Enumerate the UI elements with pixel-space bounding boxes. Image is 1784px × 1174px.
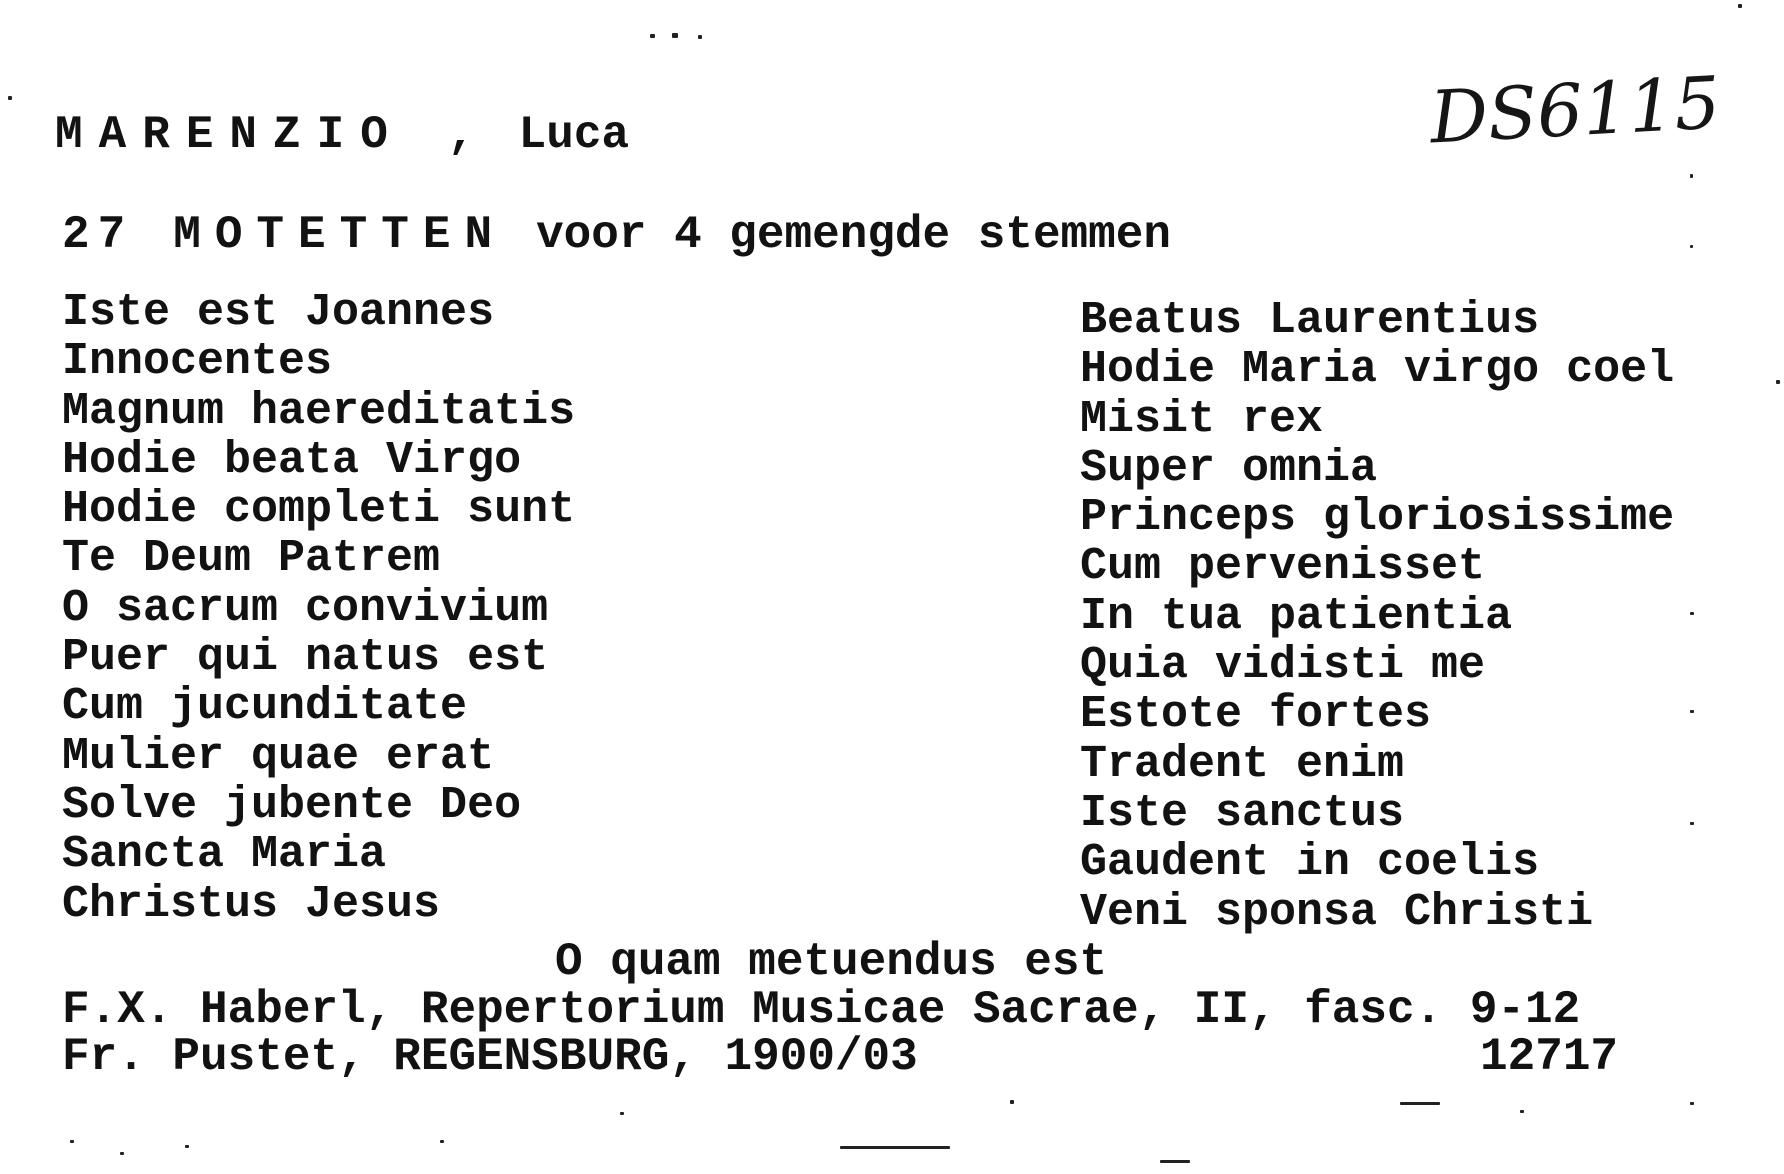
title-count: 27 xyxy=(62,209,134,261)
list-item: Solve jubente Deo xyxy=(62,779,522,831)
publisher-line: Fr. Pustet, REGENSBURG, 1900/03 xyxy=(62,1031,918,1083)
scan-speck xyxy=(1010,1100,1014,1104)
scan-speck xyxy=(650,34,655,38)
scan-speck xyxy=(1520,1110,1524,1113)
scan-speck xyxy=(120,1152,124,1155)
scan-speck xyxy=(185,1145,189,1148)
scan-speck xyxy=(840,1146,950,1149)
scan-speck xyxy=(1400,1102,1440,1105)
list-item: Sancta Maria xyxy=(62,829,387,881)
list-item: Veni sponsa Christi xyxy=(1080,886,1594,938)
composer-surname: MARENZIO , xyxy=(55,109,492,161)
scan-speck xyxy=(672,33,678,38)
plate-number: 12717 xyxy=(1480,1031,1619,1083)
list-item: Cum pervenisset xyxy=(1080,541,1486,593)
work-title xyxy=(62,210,1171,260)
scan-speck xyxy=(620,1112,624,1115)
list-item: Quia vidisti me xyxy=(1080,640,1486,692)
list-item: Te Deum Patrem xyxy=(62,533,441,585)
list-item: Mulier quae erat xyxy=(62,730,495,782)
list-item: Misit rex xyxy=(1080,393,1324,445)
scan-speck xyxy=(1690,822,1694,825)
list-item: Beatus Laurentius xyxy=(1080,295,1540,346)
list-item: Estote fortes xyxy=(1080,689,1432,741)
scan-speck xyxy=(1690,612,1694,615)
scan-speck xyxy=(1738,4,1742,8)
scan-speck xyxy=(1776,380,1780,384)
list-item: Puer qui natus est xyxy=(62,632,549,684)
scan-speck xyxy=(1690,174,1693,178)
list-item: Innocentes xyxy=(62,336,333,388)
title-scoring: voor 4 gemengde stemmen xyxy=(536,209,1171,261)
source-reference: F.X. Haberl, Repertorium Musicae Sacrae, II, fasc. 9-12 xyxy=(62,984,1581,1036)
title-word: MOTETTEN xyxy=(173,209,507,261)
scan-speck xyxy=(698,35,702,39)
motet-last-item: O quam metuendus est xyxy=(555,936,1108,988)
list-item: Princeps gloriosissime xyxy=(1080,492,1675,544)
list-item: Hodie Maria virgo coel xyxy=(1080,344,1675,396)
list-item: Hodie beata Virgo xyxy=(62,434,522,486)
scan-speck xyxy=(70,1140,74,1143)
scan-speck xyxy=(1160,1160,1190,1163)
handwritten-catalog-number: DS6115 xyxy=(1428,60,1723,160)
scan-speck xyxy=(8,96,12,100)
scan-speck xyxy=(1690,245,1693,248)
list-item: Christus Jesus xyxy=(62,878,441,930)
list-item: Cum jucunditate xyxy=(62,681,468,733)
motet-list-left xyxy=(62,288,575,929)
list-item: Gaudent in coelis xyxy=(1080,837,1540,889)
list-item: Magnum haereditatis xyxy=(62,385,576,437)
composer-given-name: Luca xyxy=(518,109,630,161)
list-item: Iste est Joannes xyxy=(62,287,495,338)
scan-speck xyxy=(1690,710,1694,713)
list-item: Super omnia xyxy=(1080,442,1378,494)
list-item: In tua patientia xyxy=(1080,590,1513,642)
scan-speck xyxy=(440,1140,444,1143)
list-item: Iste sanctus xyxy=(1080,787,1405,839)
scan-speck xyxy=(1690,1102,1694,1105)
list-item: O sacrum convivium xyxy=(62,582,549,634)
composer-heading xyxy=(55,110,629,160)
list-item: Tradent enim xyxy=(1080,738,1405,790)
list-item: Hodie completi sunt xyxy=(62,484,576,536)
motet-list-right xyxy=(1080,296,1674,937)
